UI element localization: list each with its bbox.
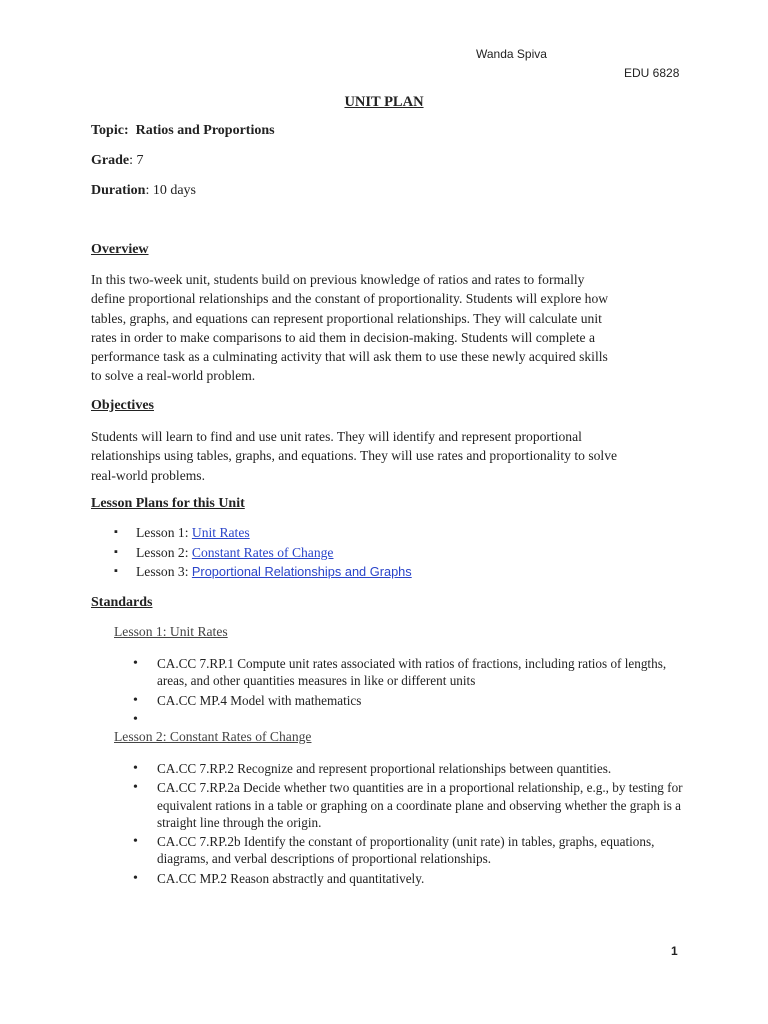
duration-line xyxy=(91,183,196,199)
list-item: • CA.CC MP.2 Reason abstractly and quantitatively. xyxy=(133,870,693,887)
lesson-2-standards-label: Lesson 2: Constant Rates of Change xyxy=(114,729,312,744)
topic-label: Topic: xyxy=(91,123,129,138)
lesson-3-link[interactable]: Proportional Relationships and Graphs xyxy=(191,564,412,580)
grade-line xyxy=(91,153,144,169)
lesson-1-link[interactable]: Unit Rates xyxy=(191,525,250,540)
overview-line: In this two-week unit, students build on previous knowledge of ratios and rates to formally xyxy=(91,272,585,287)
objectives-heading: Objectives xyxy=(91,398,154,413)
objectives-line: Students will learn to find and use unit rates. They will identify and represent proportional xyxy=(91,429,582,444)
grade-value: : 7 xyxy=(129,153,144,168)
objectives-line: real-world problems. xyxy=(91,467,206,483)
list-item xyxy=(114,543,412,563)
lesson-prefix: Lesson 1: xyxy=(136,525,192,540)
duration-value: : 10 days xyxy=(145,183,197,198)
author-name: Wanda Spiva xyxy=(476,47,547,61)
objectives-line: relationships using tables, graphs, and equations. They will use rates and proportionality to solve xyxy=(91,448,618,464)
lesson-2-link[interactable]: Constant Rates of Change xyxy=(191,544,334,560)
lesson-prefix: Lesson 3: xyxy=(136,564,192,580)
lesson-1-standards-list xyxy=(133,655,693,730)
lesson-1-standards-label: Lesson 1: Unit Rates xyxy=(114,624,228,639)
list-item: • CA.CC 7.RP.2b Identify the constant of proportionality (unit rate) in tables, graphs, equations, diagrams, and verbal descriptions of proportional relationships. xyxy=(133,833,693,868)
lesson-plans-list xyxy=(114,523,412,582)
lesson-plans-heading: Lesson Plans for this Unit xyxy=(91,496,245,511)
topic-value: Ratios and Proportions xyxy=(135,123,275,138)
duration-label: Duration xyxy=(91,183,146,198)
overview-line: rates in order to make comparisons to aid them in decision-making. Students will complete a xyxy=(91,329,595,345)
overview-line: performance task as a culminating activity that will ask them to use these newly acquired skills xyxy=(91,349,608,365)
page-title: UNIT PLAN xyxy=(344,94,424,110)
list-item: • CA.CC MP.4 Model with mathematics xyxy=(133,692,693,709)
list-item: • CA.CC 7.RP.2 Recognize and represent proportional relationships between quantities. xyxy=(133,760,693,777)
course-code: EDU 6828 xyxy=(624,66,680,80)
grade-label: Grade xyxy=(91,153,130,168)
page-number: 1 xyxy=(671,944,678,958)
standards-heading: Standards xyxy=(91,595,153,610)
topic-line xyxy=(91,123,275,139)
objectives-paragraph xyxy=(91,427,691,485)
list-item xyxy=(114,523,412,543)
overview-paragraph xyxy=(91,270,691,386)
overview-line: to solve a real-world problem. xyxy=(91,368,256,384)
overview-line: define proportional relationships and the constant of proportionality. Students will explore how xyxy=(91,291,609,307)
list-item: • CA.CC 7.RP.1 Compute unit rates associated with ratios of fractions, including ratios of lengths, areas, and other quantities measures in like or different units xyxy=(133,655,693,690)
overview-line: tables, graphs, and equations can represent proportional relationships. They will calculate unit xyxy=(91,310,602,326)
lesson-2-standards-list xyxy=(133,760,693,889)
list-item xyxy=(114,562,412,582)
lesson-prefix: Lesson 2: xyxy=(136,544,192,560)
overview-heading: Overview xyxy=(91,242,149,257)
list-item xyxy=(133,711,693,728)
list-item: • CA.CC 7.RP.2a Decide whether two quantities are in a proportional relationship, e.g., by testing for equivalent rations in a table or graphing on a coordinate plane and observing whether the graph is a straight line through the origin. xyxy=(133,779,693,831)
